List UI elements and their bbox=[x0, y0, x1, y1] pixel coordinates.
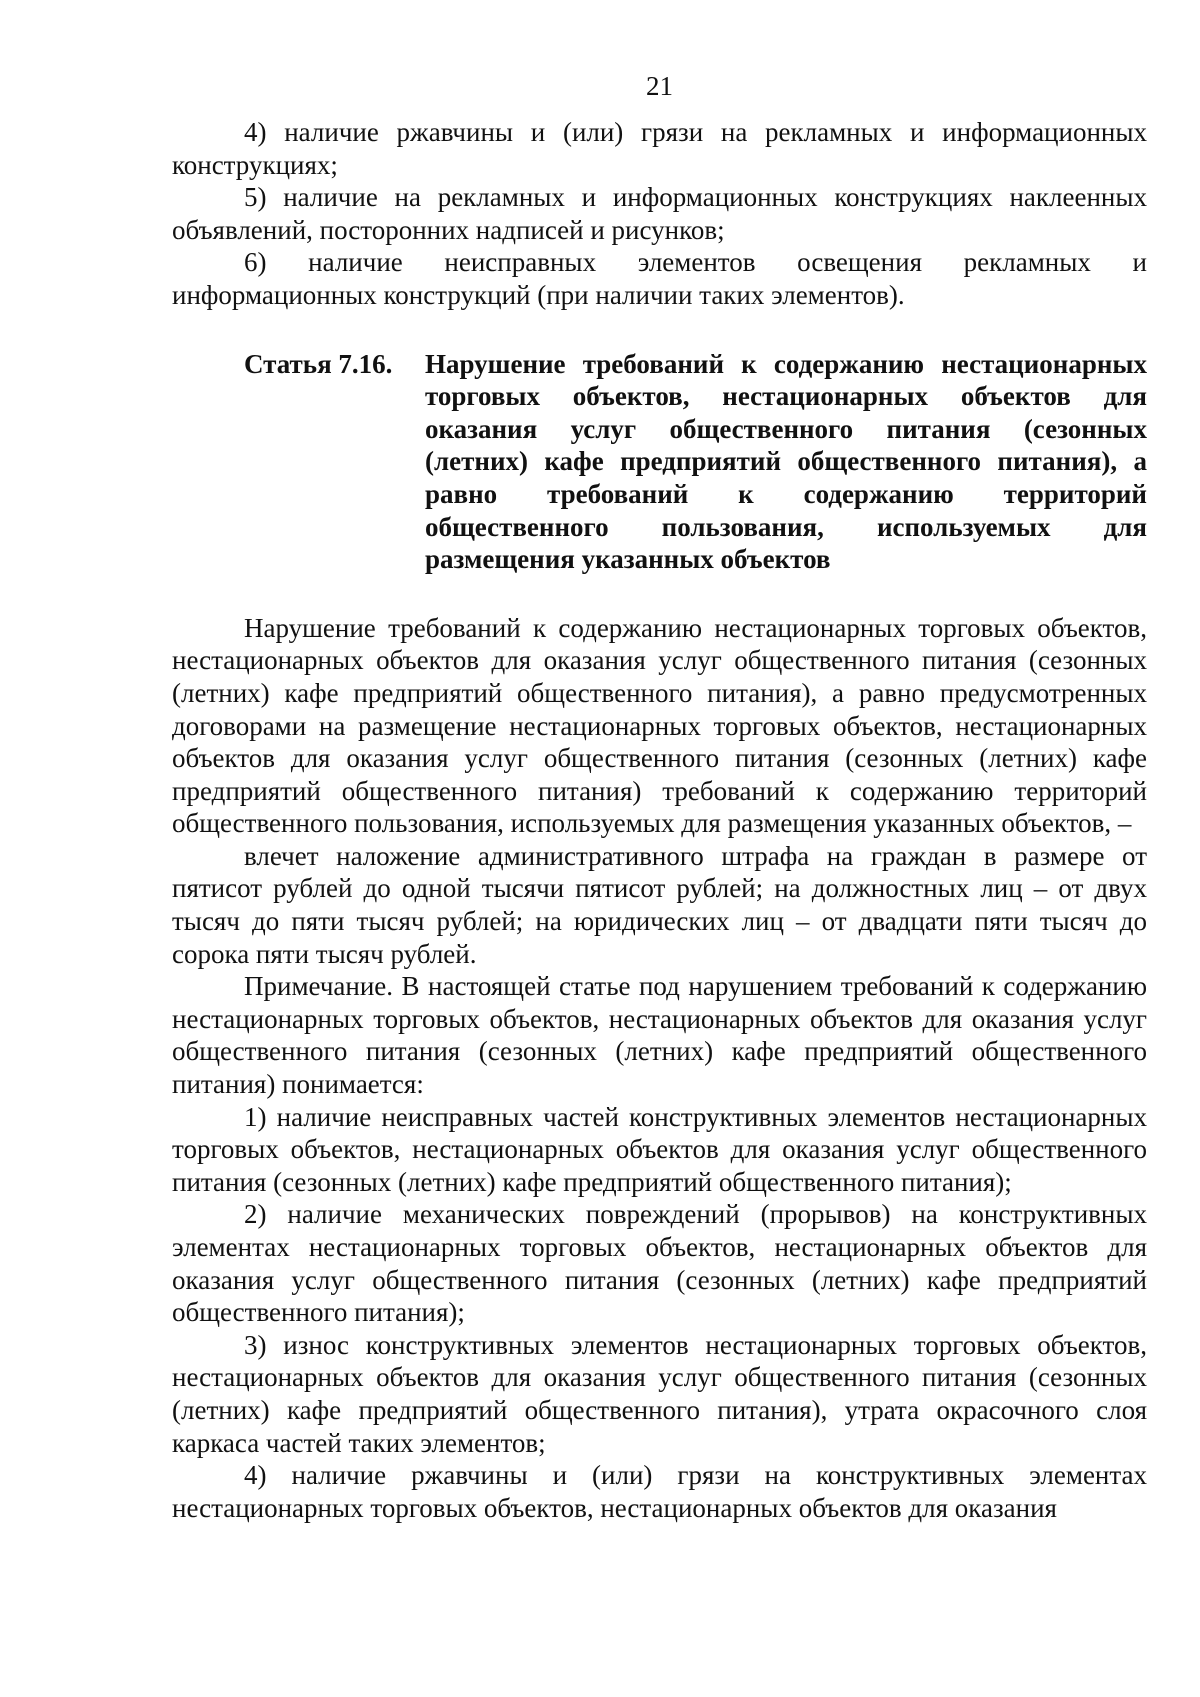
article-title: Нарушение требований к содержанию нестационарных торговых объектов, нестационарных объектов для оказания услуг общественного питания (сезонных (летних) кафе предприятий общественного питания), а равно требований к содержанию территорий общественного пользования, используемых для размещения указанных объектов bbox=[425, 348, 1147, 575]
list-item: 6) наличие неисправных элементов освещения рекламных и информационных конструкций (при наличии таких элементов). bbox=[172, 247, 1147, 310]
document-page bbox=[172, 68, 1147, 1524]
note-paragraph: Примечание. В настоящей статье под нарушением требований к содержанию нестационарных торговых объектов, нестационарных объектов для оказания услуг общественного питания (сезонных (летних) кафе предприятий общественного питания) понимается: bbox=[172, 971, 1147, 1100]
body-paragraph: влечет наложение административного штрафа на граждан в размере от пятисот рублей до одной тысячи пятисот рублей; на должностных лиц – от двух тысяч до пяти тысяч рублей; на юридических лиц – от двадцати пяти тысяч до сорока пяти тысяч рублей. bbox=[172, 840, 1147, 969]
page-number: 21 bbox=[646, 71, 673, 101]
list-item: 5) наличие на рекламных и информационных конструкциях наклеенных объявлений, посторонних надписей и рисунков; bbox=[172, 182, 1147, 245]
article-number: Статья 7.16. bbox=[244, 348, 393, 379]
list-item: 2) наличие механических повреждений (прорывов) на конструктивных элементах нестационарных торговых объектов, нестационарных объектов для оказания услуг общественного питания (сезонных (летних) кафе предприятий общественного питания); bbox=[172, 1199, 1147, 1328]
body-paragraph: Нарушение требований к содержанию нестационарных торговых объектов, нестационарных объектов для оказания услуг общественного питания (сезонных (летних) кафе предприятий общественного питания), а равно предусмотренных договорами на размещение нестационарных торговых объектов, нестационарных объектов для оказания услуг общественного питания (сезонных (летних) кафе предприятий общественного питания) требований к содержанию территорий общественного пользования, используемых для размещения указанных объектов, – bbox=[172, 612, 1147, 839]
list-item: 1) наличие неисправных частей конструктивных элементов нестационарных торговых объектов, нестационарных объектов для оказания услуг общественного питания (сезонных (летних) кафе предприятий общественного питания); bbox=[172, 1101, 1147, 1197]
list-item: 3) износ конструктивных элементов нестационарных торговых объектов, нестационарных объектов для оказания услуг общественного питания (сезонных (летних) кафе предприятий общественного питания), утрата окрасочного слоя каркаса частей таких элементов; bbox=[172, 1329, 1147, 1458]
list-item: 4) наличие ржавчины и (или) грязи на рекламных и информационных конструкциях; bbox=[172, 117, 1147, 180]
list-item: 4) наличие ржавчины и (или) грязи на конструктивных элементах нестационарных торговых объектов, нестационарных объектов для оказания bbox=[172, 1460, 1147, 1523]
article-heading bbox=[172, 348, 1147, 576]
